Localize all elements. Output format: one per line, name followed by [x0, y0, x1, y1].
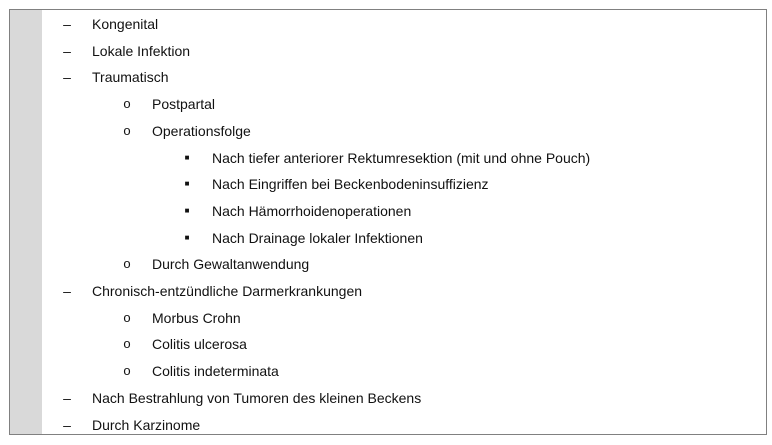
circle-bullet-icon: o — [123, 309, 131, 325]
bullet-list — [10, 10, 766, 434]
list-item-text: Nach Bestrahlung von Tumoren des kleinen Beckens — [92, 389, 422, 406]
list-item-text: Kongenital — [92, 16, 159, 32]
list-item-text: Nach Drainage lokaler Infektionen — [212, 229, 423, 246]
list-item-text: Nach Hämorrhoidenoperationen — [212, 202, 412, 219]
dash-bullet-icon: – — [63, 42, 71, 59]
dash-bullet-icon: – — [63, 69, 71, 86]
dash-bullet-icon: – — [63, 389, 71, 406]
circle-bullet-icon: o — [123, 122, 131, 138]
list-item-text: Durch Karzinome — [92, 416, 201, 433]
list-item-text: Postpartal — [152, 96, 216, 113]
list-item-text: Chronisch-entzündliche Darmerkrankungen — [92, 283, 363, 299]
list-item-text: Colitis ulcerosa — [152, 336, 247, 353]
square-bullet-icon: ■ — [184, 179, 190, 189]
dash-bullet-icon: – — [63, 283, 71, 299]
circle-bullet-icon: o — [123, 96, 131, 112]
circle-bullet-icon: o — [123, 256, 131, 272]
circle-bullet-icon: o — [123, 336, 131, 352]
dash-bullet-icon: – — [63, 416, 71, 433]
square-bullet-icon: ■ — [184, 152, 190, 162]
document-frame — [9, 9, 767, 435]
list-item-text: Morbus Crohn — [152, 309, 241, 326]
circle-bullet-icon: o — [123, 363, 131, 379]
list-item-text: Nach Eingriffen bei Beckenbodeninsuffizienz — [212, 176, 489, 193]
list-item-text: Colitis indeterminata — [152, 363, 279, 380]
dash-bullet-icon: – — [63, 16, 71, 32]
list-item-text: Durch Gewaltanwendung — [152, 256, 310, 273]
list-item-text: Operationsfolge — [152, 122, 251, 139]
square-bullet-icon: ■ — [184, 232, 190, 242]
list-item-text: Traumatisch — [92, 69, 169, 86]
list-item-text: Lokale Infektion — [92, 42, 191, 59]
square-bullet-icon: ■ — [184, 205, 190, 215]
list-item-text: Nach tiefer anteriorer Rektumresektion (mit und ohne Pouch) — [212, 149, 591, 166]
